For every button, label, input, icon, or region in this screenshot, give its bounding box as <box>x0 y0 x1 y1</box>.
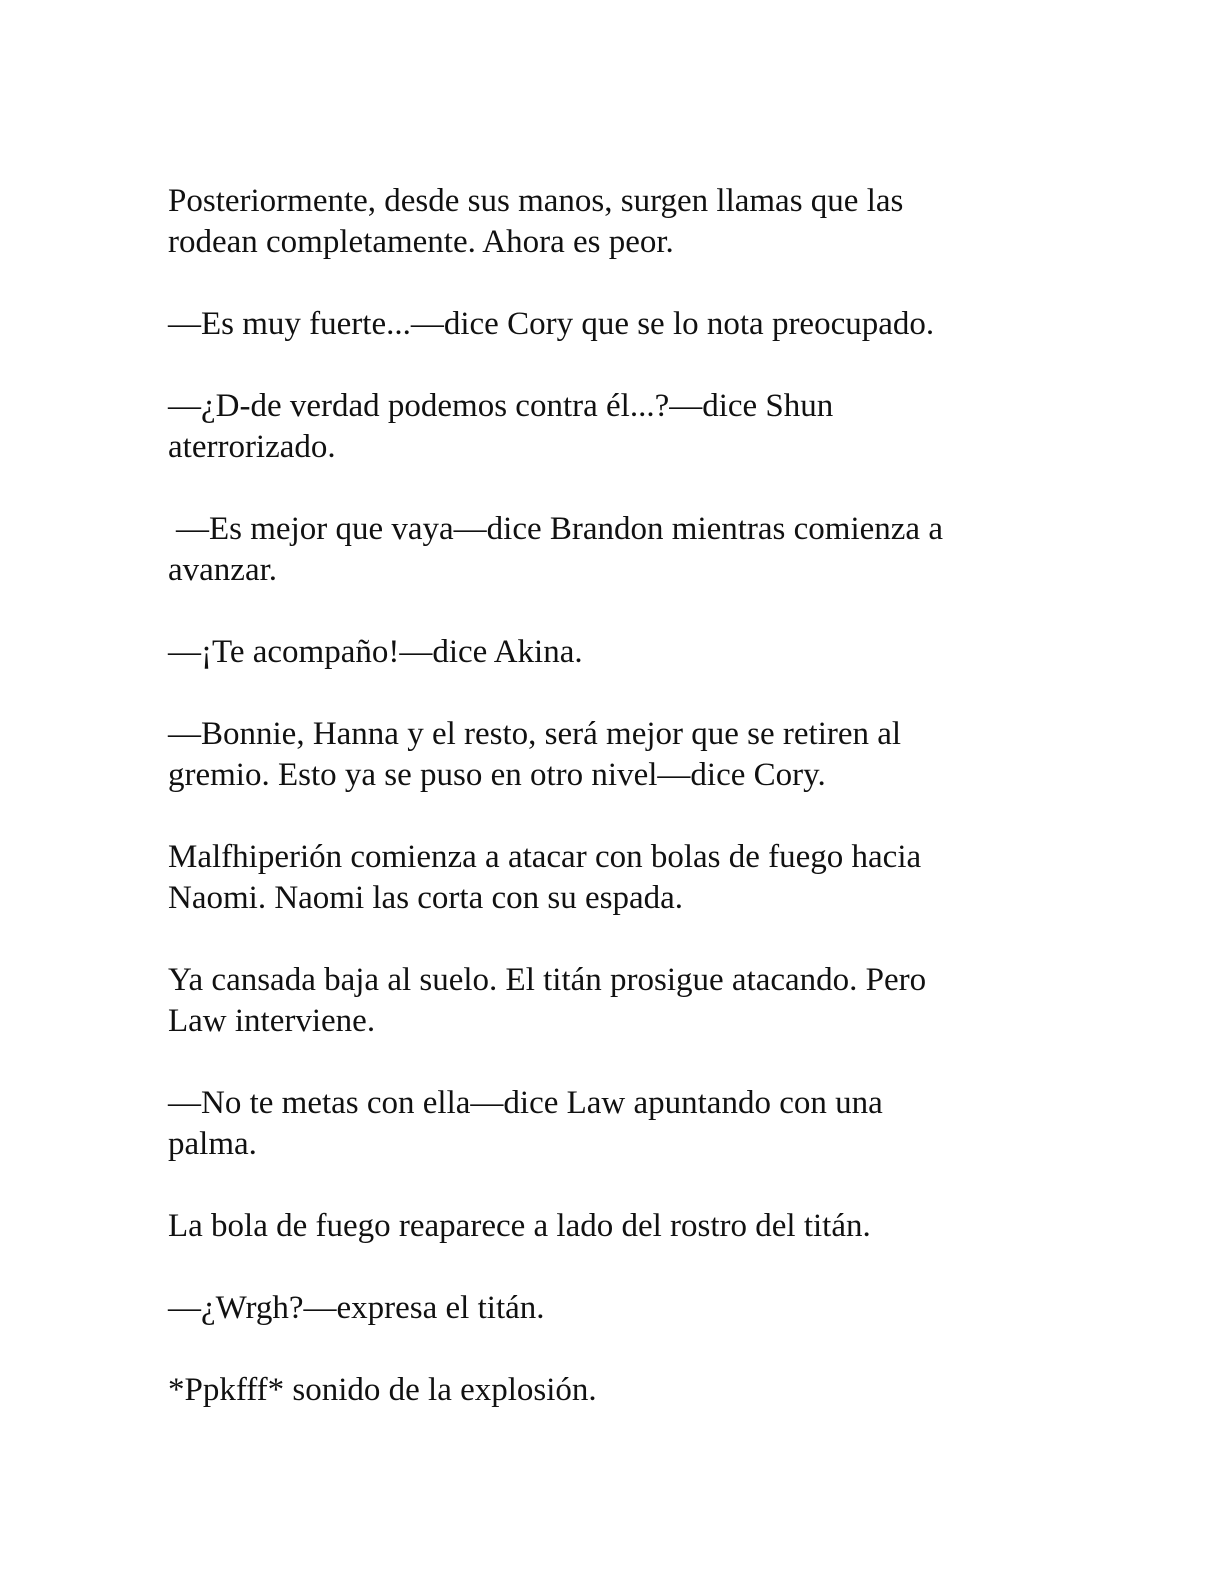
paragraph-5 <box>168 632 1048 673</box>
paragraph-3-line-1: —¿D-de verdad podemos contra él...?—dice Shun <box>168 388 834 424</box>
paragraph-4-line-1: —Es mejor que vaya—dice Brandon mientras comienza a <box>176 511 943 547</box>
paragraph-8 <box>168 960 1048 1042</box>
paragraph-9 <box>168 1083 1048 1165</box>
paragraph-3-line-2: aterrorizado. <box>168 429 336 465</box>
paragraph-4-line-2: avanzar. <box>168 552 278 588</box>
paragraph-6 <box>168 714 1048 796</box>
paragraph-3 <box>168 386 1048 468</box>
paragraph-8-line-1: Ya cansada baja al suelo. El titán prosigue atacando. Pero <box>168 962 927 998</box>
paragraph-1-line-2: rodean completamente. Ahora es peor. <box>168 224 674 260</box>
paragraph-8-line-2: Law interviene. <box>168 1003 376 1039</box>
paragraph-2 <box>168 304 1048 345</box>
paragraph-10-line-1: La bola de fuego reaparece a lado del rostro del titán. <box>168 1208 871 1244</box>
paragraph-9-line-2: palma. <box>168 1126 257 1162</box>
paragraph-5-line-1: —¡Te acompaño!—dice Akina. <box>168 634 583 670</box>
paragraph-7-line-1: Malfhiperión comienza a atacar con bolas de fuego hacia <box>168 839 922 875</box>
paragraph-9-line-1: —No te metas con ella—dice Law apuntando con una <box>168 1085 883 1121</box>
paragraph-6-line-1: —Bonnie, Hanna y el resto, será mejor que se retiren al <box>168 716 902 752</box>
paragraph-6-line-2: gremio. Esto ya se puso en otro nivel—dice Cory. <box>168 757 826 793</box>
paragraph-4 <box>168 509 1048 591</box>
paragraph-7 <box>168 837 1048 919</box>
paragraph-11-line-1: —¿Wrgh?—expresa el titán. <box>168 1290 545 1326</box>
paragraph-12 <box>168 1370 1048 1411</box>
paragraph-1-line-1: Posteriormente, desde sus manos, surgen llamas que las <box>168 183 904 219</box>
paragraph-11 <box>168 1288 1048 1329</box>
paragraph-1 <box>168 181 1048 263</box>
paragraph-7-line-2: Naomi. Naomi las corta con su espada. <box>168 880 684 916</box>
paragraph-12-line-1: *Ppkfff* sonido de la explosión. <box>168 1372 597 1408</box>
paragraph-10 <box>168 1206 1048 1247</box>
paragraph-2-line-1: —Es muy fuerte...—dice Cory que se lo nota preocupado. <box>168 306 935 342</box>
